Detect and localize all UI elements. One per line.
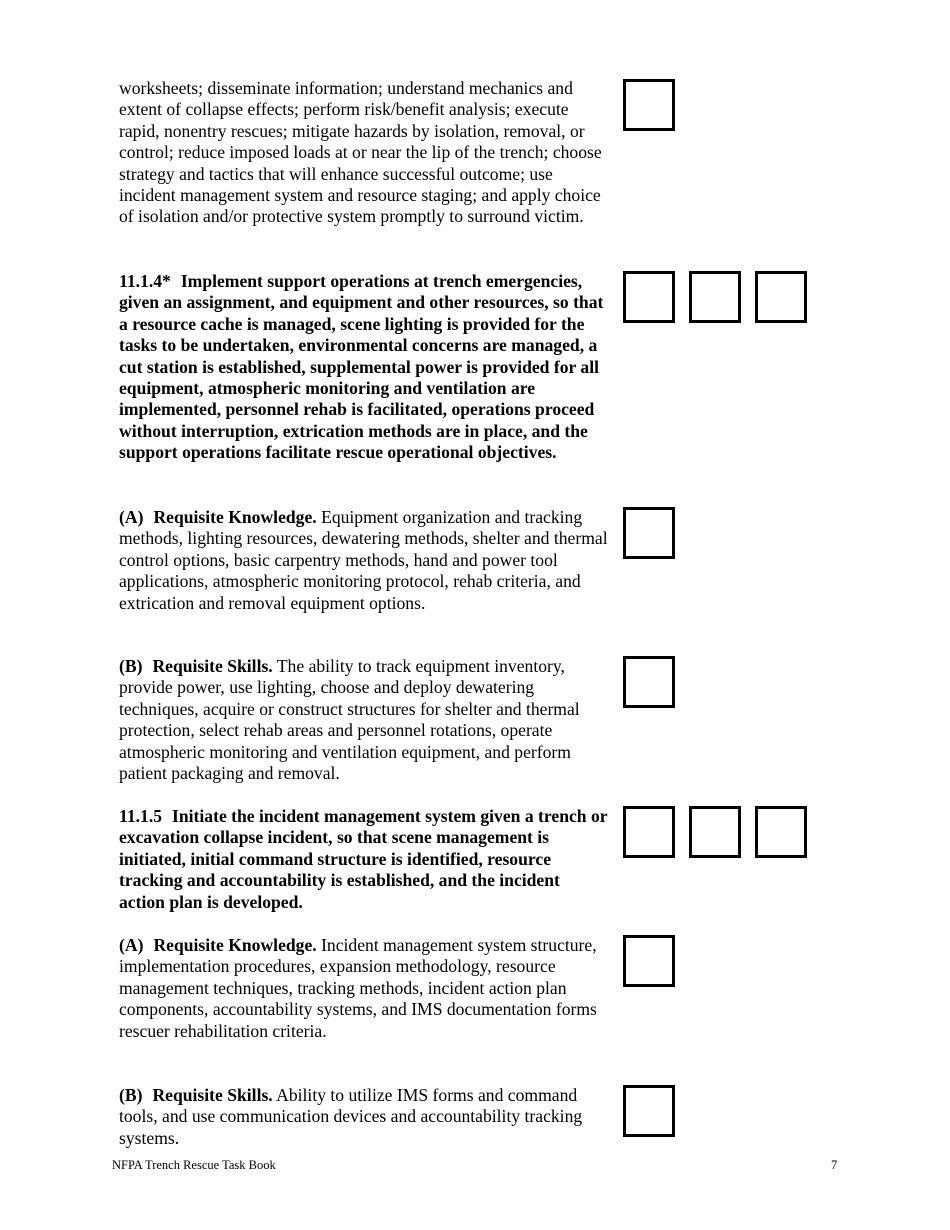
- item-heading: Requisite Knowledge.: [153, 935, 317, 955]
- item-heading: Requisite Knowledge.: [153, 507, 317, 527]
- section-number: 11.1.5: [119, 806, 163, 826]
- signoff-checkbox[interactable]: [623, 806, 675, 858]
- item-letter: (B): [119, 656, 143, 676]
- signoff-checkbox[interactable]: [623, 271, 675, 323]
- signoff-checkbox[interactable]: [623, 507, 675, 559]
- signoff-boxes-11-1-4-a: [623, 507, 675, 559]
- signoff-boxes-11-1-5-a: [623, 935, 675, 987]
- section-11-1-4: [119, 271, 609, 464]
- section-11-1-5: [119, 806, 609, 913]
- section-11-1-4-a: [119, 507, 609, 614]
- signoff-boxes-11-1-4: [623, 271, 807, 323]
- signoff-checkbox[interactable]: [689, 271, 741, 323]
- item-letter: (A): [119, 507, 144, 527]
- signoff-checkbox[interactable]: [689, 806, 741, 858]
- signoff-boxes-11-1-5: [623, 806, 807, 858]
- signoff-boxes-continuation: [623, 79, 675, 131]
- item-text: The ability to track equipment inventory, provide power, use lighting, choose and deploy dewatering techniques, acquire or construct structures for shelter and thermal protection, select rehab areas and personnel rotations, operate atmospheric monitoring and ventilation equipment, and perform patient packaging and removal.: [119, 656, 580, 784]
- section-11-1-5-b: [119, 1085, 609, 1149]
- page-number: 7: [831, 1158, 838, 1172]
- section-number: 11.1.4*: [119, 271, 171, 291]
- signoff-checkbox[interactable]: [623, 1085, 675, 1137]
- item-heading: Requisite Skills.: [152, 1085, 273, 1105]
- section-text: Initiate the incident management system given a trench or excavation collapse incident, so that scene management is initiated, initial command structure is identified, resource tracking and accountability is established, and the incident action plan is developed.: [119, 806, 608, 912]
- item-text: Equipment organization and tracking methods, lighting resources, dewatering methods, shelter and thermal control options, basic carpentry methods, hand and power tool applications, atmospheric monitoring protocol, rehab criteria, and extrication and removal equipment options.: [119, 507, 608, 613]
- signoff-checkbox[interactable]: [623, 656, 675, 708]
- signoff-boxes-11-1-5-b: [623, 1085, 675, 1137]
- signoff-checkbox[interactable]: [623, 935, 675, 987]
- signoff-checkbox[interactable]: [755, 271, 807, 323]
- item-text: Incident management system structure, implementation procedures, expansion methodology, resource management techniques, tracking methods, incident action plan components, accountability systems, and IMS documentation forms rescuer rehabilitation criteria.: [119, 935, 597, 1041]
- signoff-boxes-11-1-4-b: [623, 656, 675, 708]
- item-text: Ability to utilize IMS forms and command tools, and use communication devices and accountability tracking systems.: [119, 1085, 583, 1148]
- section-11-1-4-b: [119, 656, 609, 784]
- section-text: Implement support operations at trench emergencies, given an assignment, and equipment and other resources, so that a resource cache is managed, scene lighting is provided for the tasks to be undertaken, environmental concerns are managed, a cut station is established, supplemental power is provided for all equipment, atmospheric monitoring and ventilation are implemented, personnel rehab is facilitated, operations proceed without interruption, extrication methods are in place, and the support operations facilitate rescue operational objectives.: [119, 271, 604, 463]
- section-11-1-5-a: [119, 935, 609, 1042]
- signoff-checkbox[interactable]: [623, 79, 675, 131]
- item-letter: (B): [119, 1085, 143, 1105]
- footer-title: NFPA Trench Rescue Task Book: [112, 1158, 276, 1172]
- paragraph-text: worksheets; disseminate information; understand mechanics and extent of collapse effects; perform risk/benefit analysis; execute rapid, nonentry rescues; mitigate hazards by isolation, removal, or control; reduce imposed loads at or near the lip of the trench; choose strategy and tactics that will enhance successful outcome; use incident management system and resource staging; and apply choice of isolation and/or protective system promptly to surround victim.: [119, 78, 602, 227]
- signoff-checkbox[interactable]: [755, 806, 807, 858]
- continuation-paragraph: [119, 78, 609, 228]
- item-heading: Requisite Skills.: [152, 656, 273, 676]
- item-letter: (A): [119, 935, 144, 955]
